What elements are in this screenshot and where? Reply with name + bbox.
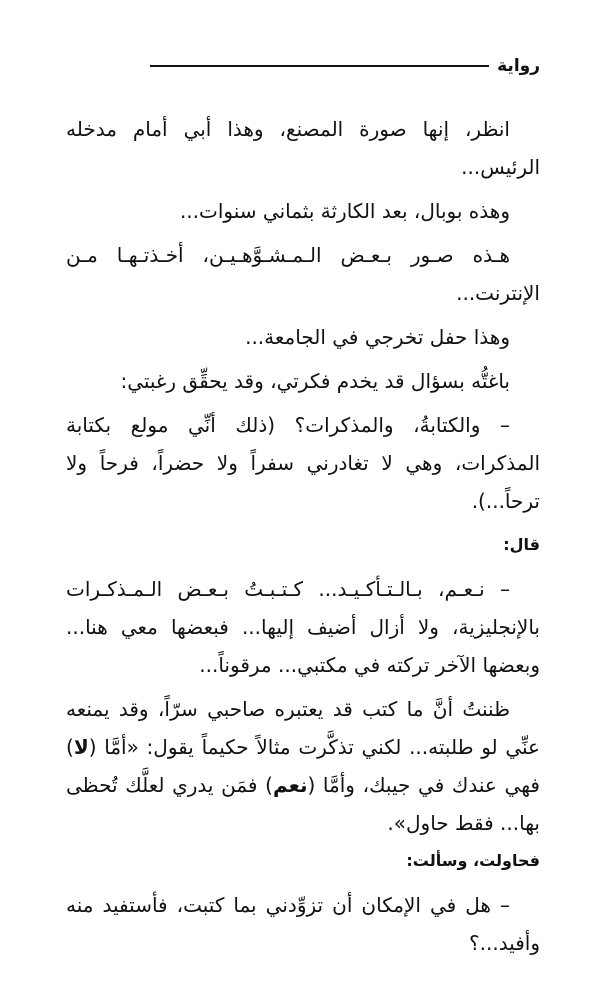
header-rule <box>150 65 489 67</box>
quote-bold-yes: نعم <box>272 773 308 797</box>
header-title: رواية <box>497 56 540 76</box>
paragraph: باغتُّه بسؤال قد يخدم فكرتي، وقد يحقِّق رغبتي: <box>120 369 510 393</box>
paragraph-text: ظننتُ أنَّ ما كتب قد يعتبره صاحبي سرّاً، وقد يمنعه عنِّي لو طلبته... لكني تذكَّرت مثالاً حكيماً <box>66 697 540 759</box>
paragraph: وهذه بوبال، بعد الكارثة بثماني سنوات... <box>179 199 510 223</box>
quote-bold-no: لا <box>73 735 89 759</box>
paragraph: وهذا حفل تخرجي في الجامعة... <box>245 325 510 349</box>
speaker-label: فحاولت، وسألت: <box>406 851 540 870</box>
dialog-paragraph: – والكتابةُ، والمذكرات؟ (ذلك أنِّي مولع بكتابة المذكرات، وهي لا تغادرني سفراً ولا حضراً، فرحاً ولا ترحاً...). <box>66 413 540 513</box>
dialog-paragraph: – هل في الإمكان أن تزوِّدني بما كتبت، فأستفيد منه وأفيد...؟ <box>66 893 540 955</box>
speaker-label: قال: <box>503 535 540 554</box>
paragraph <box>66 690 540 842</box>
running-header <box>150 52 540 80</box>
dialog-paragraph: – نـعـم، بـالـتـأكـيـد... كـتـبـتُ بـعـض الـمـذكـرات بالإنجليزية، ولا أزال أضيف إليها... فبعضها معي هنا... وبعضها الآخر تركته في مكتبي... مرقوناً... <box>66 577 540 677</box>
quote-after: ) فمَن يدري لعلَّك تُحظى بها... فقط حاول». <box>66 773 540 835</box>
quote-before: يقول: «أمَّا ( <box>88 735 194 759</box>
paragraph: هـذه صـور بـعـض الـمـشـوَّهـيـن، أخـذتـهـا مـن الإنترنت... <box>66 243 540 305</box>
paragraph: انظر، إنها صورة المصنع، وهذا أبي أمام مدخله الرئيس... <box>66 117 540 179</box>
quote-middle: ) فهي عندك في جيبك، وأمَّا ( <box>66 735 540 797</box>
body-text <box>66 110 540 968</box>
